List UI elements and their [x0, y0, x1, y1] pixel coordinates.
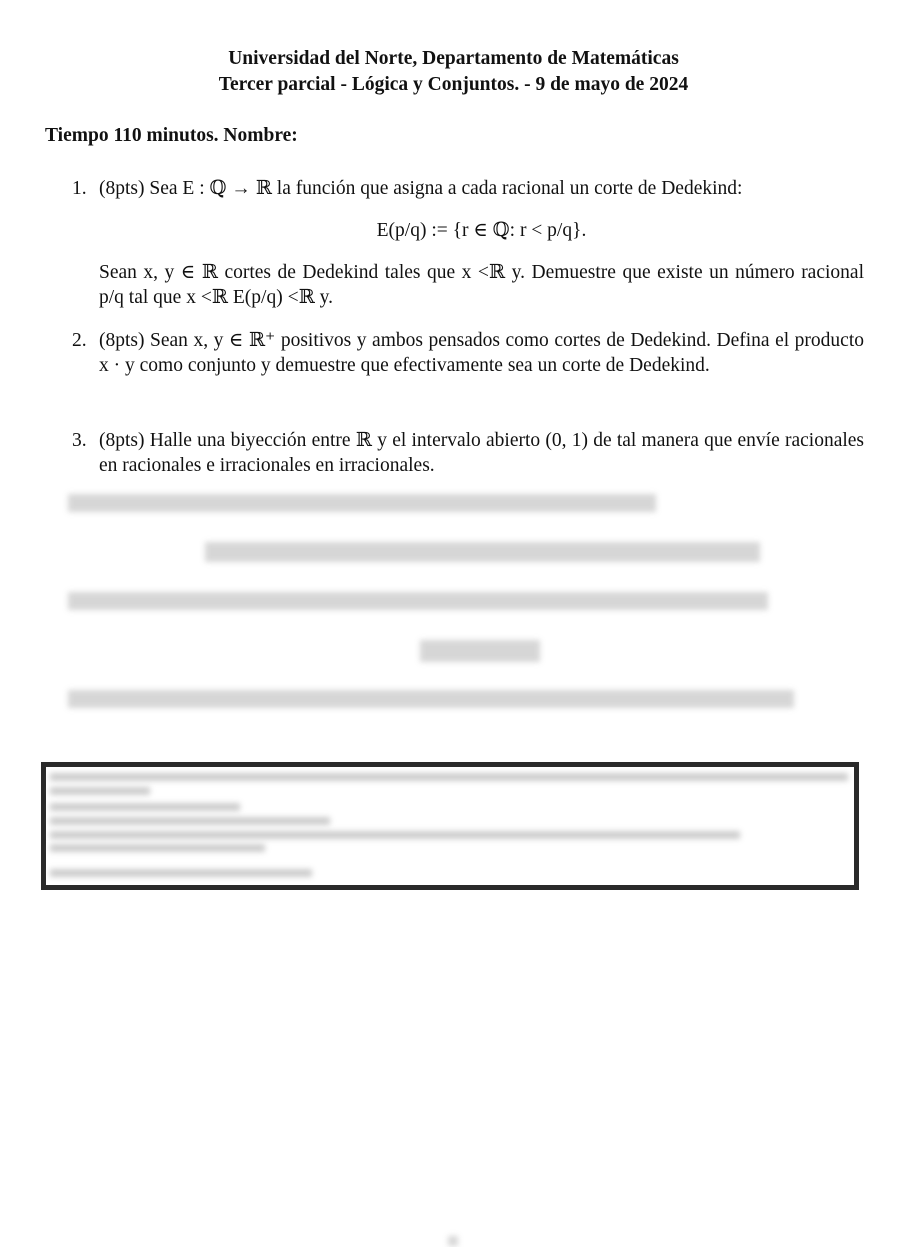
problem-2-text: Sean x, y ∈ ℝ⁺ positivos y ambos pensados como cortes de Dedekind. Defina el producto x · y como conjunto y demuestre que efectivamente sea un corte de Dedekind.	[99, 330, 865, 376]
blurred-problem-4	[68, 494, 656, 512]
problem-1-text-b: Sean x, y ∈ ℝ cortes de Dedekind tales que x <ℝ y. Demuestre que existe un número racional p/q tal que x <ℝ E(p/q) <ℝ y.	[99, 262, 864, 308]
header-exam-title: Tercer parcial - Lógica y Conjuntos. - 9 de mayo de 2024	[218, 74, 689, 95]
problem-number: 3.	[72, 430, 87, 451]
blurred-line	[50, 869, 312, 877]
problem-3	[72, 428, 865, 478]
blurred-instructions-box	[41, 762, 859, 890]
blurred-line	[50, 817, 330, 825]
blurred-line	[50, 831, 740, 839]
blurred-problem-5-formula	[420, 640, 540, 662]
header-university: Universidad del Norte, Departamento de Matemáticas	[228, 48, 679, 69]
blurred-problem-6	[68, 690, 794, 708]
time-and-name-line: Tiempo 110 minutos. Nombre:	[45, 125, 298, 146]
problem-3-text: Halle una biyección entre ℝ y el intervalo abierto (0, 1) de tal manera que envíe racionales en racionales e irracionales en irracionales.	[99, 430, 865, 476]
problem-2	[72, 328, 865, 378]
blurred-line	[50, 844, 265, 852]
problem-number: 1.	[72, 178, 87, 199]
blurred-problem-4-formula	[205, 542, 760, 562]
blurred-line	[50, 787, 150, 795]
problem-number: 2.	[72, 330, 87, 351]
blurred-line	[50, 803, 240, 811]
blurred-page-number	[448, 1236, 458, 1246]
problem-points: (8pts)	[99, 178, 145, 199]
blurred-problem-5	[68, 592, 768, 610]
problem-points: (8pts)	[99, 330, 145, 351]
problem-points: (8pts)	[99, 430, 145, 451]
problem-1	[72, 176, 864, 310]
blurred-line	[50, 773, 848, 781]
problem-1-formula: E(p/q) := {r ∈ ℚ: r < p/q}.	[376, 220, 587, 241]
problem-1-text-a: Sea E : ℚ → ℝ la función que asigna a cada racional un corte de Dedekind:	[149, 178, 743, 199]
